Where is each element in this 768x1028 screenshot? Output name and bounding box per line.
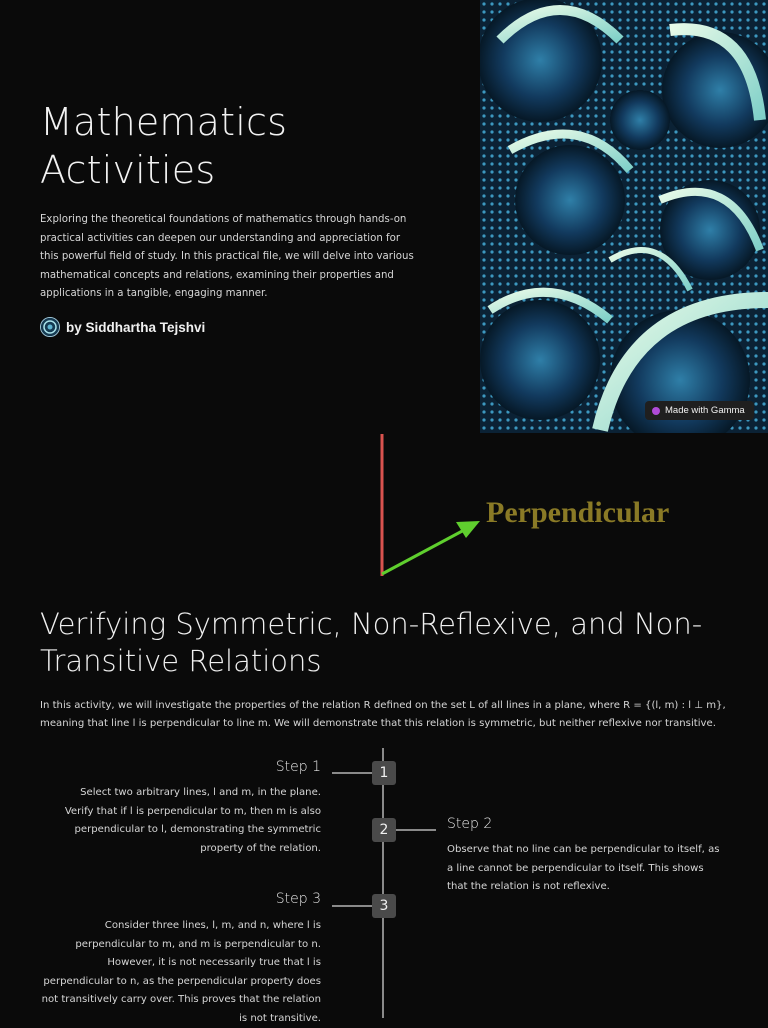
badge-label: Made with Gamma [665,405,745,416]
title-line-1: Mathematics [40,100,288,144]
author-byline [40,316,205,338]
title-line-2: Activities [40,148,216,192]
section-description: In this activity, we will investigate the properties of the relation R defined on the set L of all lines in a plane, where R = {(l, m) : l ⊥ m}, meaning that line l is perpendicular to line m. We will demonstrate that this relation is symmetric, but neither reflexive nor transitive. [40,700,726,729]
step-3-badge: 3 [372,894,396,918]
perpendicular-diagram [370,430,710,580]
timeline-line [382,748,384,1018]
step-1-badge: 1 [372,761,396,785]
section-title: Verifying Symmetric, Non-Reflexive, and Non-Transitive Relations [40,607,703,678]
arrow-shaft [382,529,466,574]
intro-paragraph: Exploring the theoretical foundations of mathematics through hands-on practical activities can deepen our understanding and appreciation for this powerful field of study. In this practical file, we will delve into various mathematical concepts and relations, examining their properties and applications in a tangible, engaging manner. [40,214,414,300]
made-with-gamma-badge[interactable] [645,401,754,420]
step-2-label: Step 2 [447,816,493,832]
fractal-image [480,0,768,433]
gamma-logo-icon [652,407,660,415]
step-1-text: Select two arbitrary lines, l and m, in the plane. Verify that if l is perpendicular to m, then m is also perpendicular to l, demonstrating the symmetric property of the relation. [64,787,321,854]
avatar [40,317,60,337]
step-3-connector [332,905,372,907]
step-2-text: Observe that no line can be perpendicular to itself, as a line cannot be perpendicular to itself. This shows that the relation is not reflexive. [447,844,720,892]
step-1-label: Step 1 [275,759,321,775]
arrow-head-icon [456,521,480,538]
author-name: by Siddhartha Tejshvi [66,319,206,335]
step-2-connector [396,829,436,831]
step-3-text: Consider three lines, l, m, and n, where l is perpendicular to m, and m is perpendicular to n. However, it is not necessarily true that l is perpendicular to n, as the perpendicular property does not transitively carry over. This proves that the relation is not transitive. [41,920,321,1024]
step-1-connector [332,772,372,774]
step-3-label: Step 3 [275,891,321,907]
page-title [40,98,460,194]
step-2-badge: 2 [372,818,396,842]
diagram-label: Perpendicular [486,496,670,529]
